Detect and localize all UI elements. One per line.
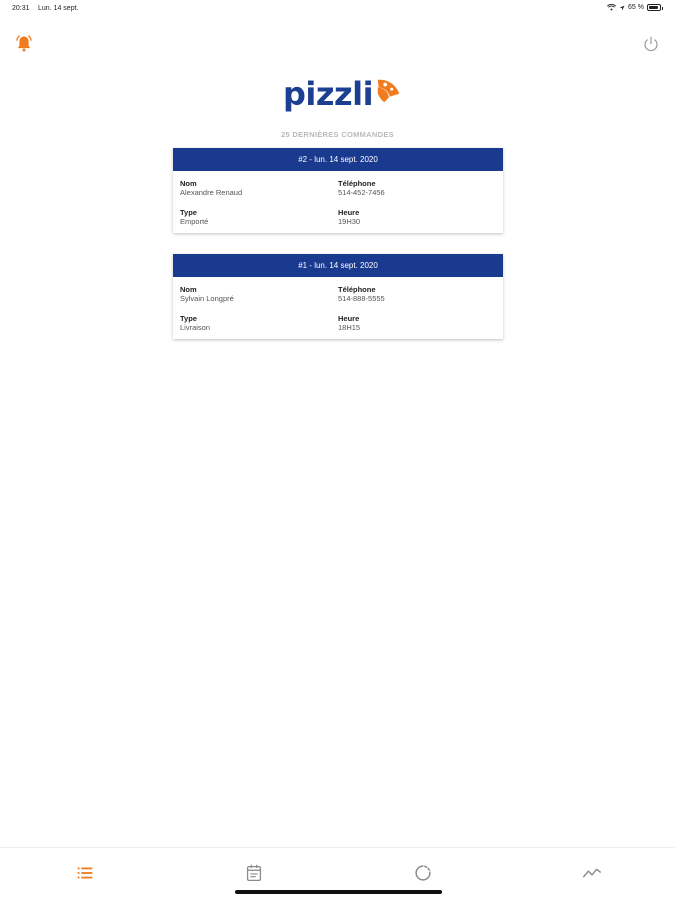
location-arrow-icon bbox=[619, 5, 625, 11]
order-card[interactable] bbox=[173, 254, 503, 339]
type-label: Type bbox=[180, 208, 197, 217]
app-logo bbox=[283, 70, 402, 113]
circle-icon bbox=[412, 862, 434, 884]
time-value: 18H15 bbox=[338, 323, 361, 332]
order-details bbox=[173, 277, 503, 339]
notifications-button[interactable] bbox=[14, 34, 34, 54]
tab-stats[interactable] bbox=[581, 862, 603, 884]
battery-percent: 65 % bbox=[628, 4, 644, 11]
pizza-slice-icon bbox=[374, 76, 402, 106]
status-date: Lun. 14 sept. bbox=[38, 5, 79, 12]
type-field bbox=[180, 314, 338, 333]
power-button[interactable] bbox=[642, 35, 660, 53]
time-label: Heure bbox=[338, 208, 360, 217]
order-header: #1 - lun. 14 sept. 2020 bbox=[173, 254, 503, 277]
time-value: 19H30 bbox=[338, 217, 361, 226]
power-icon bbox=[642, 35, 660, 53]
order-card[interactable] bbox=[173, 148, 503, 233]
tab-calendar[interactable] bbox=[243, 862, 265, 884]
type-label: Type bbox=[180, 314, 197, 323]
section-title: 25 DERNIÈRES COMMANDES bbox=[281, 130, 394, 139]
calendar-icon bbox=[243, 862, 265, 884]
type-value: Emporté bbox=[180, 217, 209, 226]
type-value: Livraison bbox=[180, 323, 211, 332]
tab-status[interactable] bbox=[412, 862, 434, 884]
orders-list bbox=[173, 148, 503, 360]
logo-text: pizzli bbox=[283, 75, 374, 113]
phone-label: Téléphone bbox=[338, 179, 376, 188]
name-field bbox=[180, 179, 338, 198]
status-right bbox=[607, 4, 661, 11]
time-field bbox=[338, 208, 496, 227]
phone-field bbox=[338, 179, 496, 198]
phone-value: 514-888-5555 bbox=[338, 294, 385, 303]
phone-field bbox=[338, 285, 496, 304]
order-header: #2 - lun. 14 sept. 2020 bbox=[173, 148, 503, 171]
tab-orders-list[interactable] bbox=[74, 862, 96, 884]
tab-bar bbox=[0, 847, 675, 900]
name-value: Sylvain Longpré bbox=[180, 294, 234, 303]
type-field bbox=[180, 208, 338, 227]
time-field bbox=[338, 314, 496, 333]
trend-line-icon bbox=[581, 862, 603, 884]
status-bar bbox=[0, 0, 675, 18]
phone-label: Téléphone bbox=[338, 285, 376, 294]
battery-icon bbox=[647, 4, 661, 11]
name-value: Alexandre Renaud bbox=[180, 188, 243, 197]
home-indicator[interactable] bbox=[235, 890, 442, 894]
name-field bbox=[180, 285, 338, 304]
order-details bbox=[173, 171, 503, 233]
list-icon bbox=[74, 862, 96, 884]
name-label: Nom bbox=[180, 285, 197, 294]
time-label: Heure bbox=[338, 314, 360, 323]
name-label: Nom bbox=[180, 179, 197, 188]
bell-icon bbox=[14, 34, 34, 54]
phone-value: 514-452-7456 bbox=[338, 188, 385, 197]
status-time: 20:31 bbox=[12, 5, 30, 12]
wifi-icon bbox=[607, 4, 616, 11]
